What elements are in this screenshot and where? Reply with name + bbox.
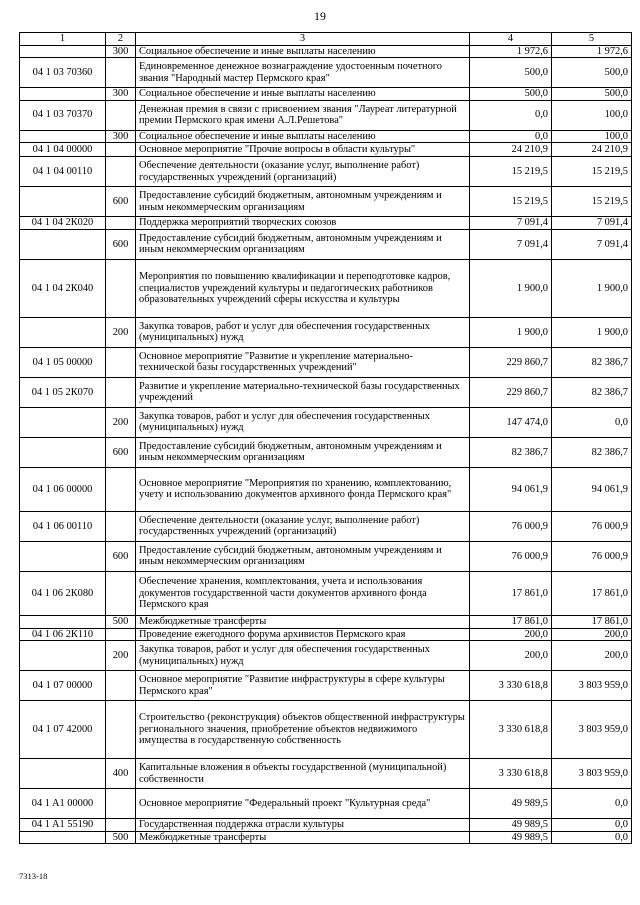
row-value-4: 82 386,7: [470, 437, 552, 467]
table-row: [20, 157, 632, 187]
row-code: [20, 187, 106, 217]
table-row: [20, 58, 632, 88]
header-col-5: 5: [552, 33, 632, 46]
row-type: 600: [106, 437, 136, 467]
row-value-5: 0,0: [552, 407, 632, 437]
table-row: [20, 143, 632, 157]
row-type: [106, 58, 136, 88]
table-row: [20, 467, 632, 511]
row-type: 200: [106, 641, 136, 671]
row-type: [106, 157, 136, 187]
row-value-4: 76 000,9: [470, 511, 552, 541]
row-type: 600: [106, 187, 136, 217]
table-row: [20, 229, 632, 259]
row-value-4: 0,0: [470, 130, 552, 143]
row-name: Межбюджетные трансферты: [136, 615, 470, 628]
row-value-4: 17 861,0: [470, 571, 552, 615]
row-name: Основное мероприятие "Прочие вопросы в области культуры": [136, 143, 470, 157]
row-code: 04 1 03 70370: [20, 100, 106, 130]
row-value-5: 1 900,0: [552, 317, 632, 347]
row-name: Предоставление субсидий бюджетным, автономным учреждениям и иным некоммерческим организациям: [136, 437, 470, 467]
row-value-4: 200,0: [470, 641, 552, 671]
row-name: Закупка товаров, работ и услуг для обеспечения государственных (муниципальных) нужд: [136, 641, 470, 671]
row-type: [106, 701, 136, 759]
row-code: 04 1 04 00000: [20, 143, 106, 157]
row-value-5: 0,0: [552, 819, 632, 832]
row-value-4: 15 219,5: [470, 187, 552, 217]
row-code: 04 1 07 00000: [20, 671, 106, 701]
row-type: [106, 671, 136, 701]
row-code: [20, 615, 106, 628]
row-type: 400: [106, 759, 136, 789]
page-number: 19: [314, 9, 326, 23]
table-row: [20, 437, 632, 467]
table-row: [20, 759, 632, 789]
row-value-4: 49 989,5: [470, 831, 552, 844]
row-value-4: 24 210,9: [470, 143, 552, 157]
table-header-row: [20, 33, 632, 46]
row-type: [106, 259, 136, 317]
row-value-4: 200,0: [470, 628, 552, 641]
row-code: [20, 45, 106, 58]
row-name: Социальное обеспечение и иные выплаты населению: [136, 130, 470, 143]
header-col-3: 3: [136, 33, 470, 46]
row-value-5: 15 219,5: [552, 187, 632, 217]
row-value-5: 3 803 959,0: [552, 701, 632, 759]
row-value-4: 229 860,7: [470, 377, 552, 407]
row-value-4: 15 219,5: [470, 157, 552, 187]
row-name: Проведение ежегодного форума архивистов Пермского края: [136, 628, 470, 641]
row-code: 04 1 05 00000: [20, 347, 106, 377]
row-code: [20, 759, 106, 789]
table-row: [20, 217, 632, 230]
row-type: 600: [106, 541, 136, 571]
row-code: [20, 130, 106, 143]
row-value-4: 49 989,5: [470, 789, 552, 819]
row-name: Основное мероприятие "Федеральный проект "Культурная среда": [136, 789, 470, 819]
row-value-4: 0,0: [470, 100, 552, 130]
row-name: Строительство (реконструкция) объектов общественной инфраструктуры регионального значения, приобретение объектов недвижимого имущества в государственную собственность: [136, 701, 470, 759]
row-code: 04 1 05 2К070: [20, 377, 106, 407]
table-row: [20, 819, 632, 832]
table-row: [20, 88, 632, 101]
row-value-4: 1 900,0: [470, 317, 552, 347]
row-name: Обеспечение деятельности (оказание услуг, выполнение работ) государственных учреждений (организаций): [136, 511, 470, 541]
row-code: 04 1 04 00110: [20, 157, 106, 187]
row-code: [20, 229, 106, 259]
table-row: [20, 407, 632, 437]
row-value-4: 7 091,4: [470, 217, 552, 230]
row-type: 500: [106, 615, 136, 628]
row-name: Обеспечение деятельности (оказание услуг, выполнение работ) государственных учреждений (организаций): [136, 157, 470, 187]
row-name: Капитальные вложения в объекты государственной (муниципальной) собственности: [136, 759, 470, 789]
row-value-5: 3 803 959,0: [552, 759, 632, 789]
table-row: [20, 259, 632, 317]
table-row: [20, 701, 632, 759]
row-value-5: 76 000,9: [552, 511, 632, 541]
row-type: 600: [106, 229, 136, 259]
row-name: Денежная премия в связи с присвоением звания "Лауреат литературной премии Пермского края имени А.Л.Решетова": [136, 100, 470, 130]
row-value-4: 3 330 618,8: [470, 701, 552, 759]
table-row: [20, 831, 632, 844]
row-value-5: 82 386,7: [552, 377, 632, 407]
header-col-1: 1: [20, 33, 106, 46]
row-value-4: 500,0: [470, 58, 552, 88]
row-code: 04 1 04 2К040: [20, 259, 106, 317]
table-row: [20, 130, 632, 143]
row-type: [106, 511, 136, 541]
table-row: [20, 100, 632, 130]
table-row: [20, 671, 632, 701]
row-code: 04 1 04 2К020: [20, 217, 106, 230]
row-code: 04 1 06 2К080: [20, 571, 106, 615]
row-value-5: 500,0: [552, 88, 632, 101]
row-value-4: 17 861,0: [470, 615, 552, 628]
row-value-4: 229 860,7: [470, 347, 552, 377]
header-col-2: 2: [106, 33, 136, 46]
row-code: [20, 641, 106, 671]
row-value-5: 15 219,5: [552, 157, 632, 187]
row-name: Закупка товаров, работ и услуг для обеспечения государственных (муниципальных) нужд: [136, 407, 470, 437]
row-value-4: 3 330 618,8: [470, 759, 552, 789]
table-row: [20, 789, 632, 819]
row-value-5: 3 803 959,0: [552, 671, 632, 701]
row-value-5: 82 386,7: [552, 347, 632, 377]
table-row: [20, 377, 632, 407]
row-value-4: 1 900,0: [470, 259, 552, 317]
footer-code: 7313-18: [19, 871, 48, 881]
row-value-4: 1 972,6: [470, 45, 552, 58]
table-row: [20, 187, 632, 217]
table-row: [20, 511, 632, 541]
row-value-4: 94 061,9: [470, 467, 552, 511]
row-value-5: 100,0: [552, 100, 632, 130]
row-name: Предоставление субсидий бюджетным, автономным учреждениям и иным некоммерческим организациям: [136, 187, 470, 217]
header-col-4: 4: [470, 33, 552, 46]
row-value-4: 500,0: [470, 88, 552, 101]
row-value-4: 7 091,4: [470, 229, 552, 259]
row-name: Основное мероприятие "Мероприятия по хранению, комплектованию, учету и использованию документов архивного фонда Пермского края": [136, 467, 470, 511]
row-type: 300: [106, 130, 136, 143]
row-code: 04 1 06 00110: [20, 511, 106, 541]
row-value-5: 0,0: [552, 789, 632, 819]
row-code: [20, 88, 106, 101]
row-type: [106, 628, 136, 641]
row-type: [106, 467, 136, 511]
row-value-5: 7 091,4: [552, 217, 632, 230]
row-value-5: 24 210,9: [552, 143, 632, 157]
row-code: 04 1 06 00000: [20, 467, 106, 511]
row-value-5: 7 091,4: [552, 229, 632, 259]
row-name: Государственная поддержка отрасли культуры: [136, 819, 470, 832]
row-code: 04 1 A1 55190: [20, 819, 106, 832]
row-type: [106, 143, 136, 157]
row-type: [106, 571, 136, 615]
row-code: 04 1 A1 00000: [20, 789, 106, 819]
row-value-4: 147 474,0: [470, 407, 552, 437]
table-row: [20, 347, 632, 377]
row-value-5: 1 900,0: [552, 259, 632, 317]
table-row: [20, 615, 632, 628]
row-name: Социальное обеспечение и иные выплаты населению: [136, 45, 470, 58]
table-row: [20, 628, 632, 641]
row-type: [106, 100, 136, 130]
table-row: [20, 317, 632, 347]
table-row: [20, 571, 632, 615]
row-name: Поддержка мероприятий творческих союзов: [136, 217, 470, 230]
row-name: Основное мероприятие "Развитие и укрепление материально-технической базы государственных учреждений": [136, 347, 470, 377]
row-value-5: 82 386,7: [552, 437, 632, 467]
row-code: 04 1 03 70360: [20, 58, 106, 88]
table-row: [20, 541, 632, 571]
row-value-4: 49 989,5: [470, 819, 552, 832]
row-value-4: 3 330 618,8: [470, 671, 552, 701]
row-code: [20, 437, 106, 467]
row-code: [20, 407, 106, 437]
row-name: Социальное обеспечение и иные выплаты населению: [136, 88, 470, 101]
row-value-5: 200,0: [552, 628, 632, 641]
row-value-4: 76 000,9: [470, 541, 552, 571]
row-code: 04 1 07 42000: [20, 701, 106, 759]
table-row: [20, 45, 632, 58]
row-type: [106, 217, 136, 230]
row-value-5: 0,0: [552, 831, 632, 844]
row-type: [106, 347, 136, 377]
row-type: 200: [106, 317, 136, 347]
row-type: 500: [106, 831, 136, 844]
row-name: Обеспечение хранения, комплектования, учета и использования документов государственной части документов архивного фонда Пермского края: [136, 571, 470, 615]
row-type: [106, 789, 136, 819]
row-value-5: 94 061,9: [552, 467, 632, 511]
row-name: Закупка товаров, работ и услуг для обеспечения государственных (муниципальных) нужд: [136, 317, 470, 347]
row-name: Предоставление субсидий бюджетным, автономным учреждениям и иным некоммерческим организациям: [136, 541, 470, 571]
row-value-5: 17 861,0: [552, 615, 632, 628]
row-name: Развитие и укрепление материально-технической базы государственных учреждений: [136, 377, 470, 407]
row-value-5: 76 000,9: [552, 541, 632, 571]
row-type: [106, 377, 136, 407]
row-code: [20, 831, 106, 844]
row-type: 300: [106, 88, 136, 101]
row-name: Межбюджетные трансферты: [136, 831, 470, 844]
row-code: [20, 317, 106, 347]
row-name: Мероприятия по повышению квалификации и переподготовке кадров, специалистов учреждений культуры и педагогических работников образовательных учреждений сферы искусства и культуры: [136, 259, 470, 317]
row-value-5: 1 972,6: [552, 45, 632, 58]
table-row: [20, 641, 632, 671]
row-value-5: 200,0: [552, 641, 632, 671]
row-type: [106, 819, 136, 832]
row-name: Единовременное денежное вознаграждение удостоенным почетного звания "Народный мастер Пермского края": [136, 58, 470, 88]
budget-table: [19, 32, 632, 844]
row-name: Предоставление субсидий бюджетным, автономным учреждениям и иным некоммерческим организациям: [136, 229, 470, 259]
row-type: 200: [106, 407, 136, 437]
row-type: 300: [106, 45, 136, 58]
row-value-5: 100,0: [552, 130, 632, 143]
row-value-5: 500,0: [552, 58, 632, 88]
table-body: [20, 33, 632, 844]
row-code: 04 1 06 2К110: [20, 628, 106, 641]
row-code: [20, 541, 106, 571]
row-name: Основное мероприятие "Развитие инфраструктуры в сфере культуры Пермского края": [136, 671, 470, 701]
row-value-5: 17 861,0: [552, 571, 632, 615]
